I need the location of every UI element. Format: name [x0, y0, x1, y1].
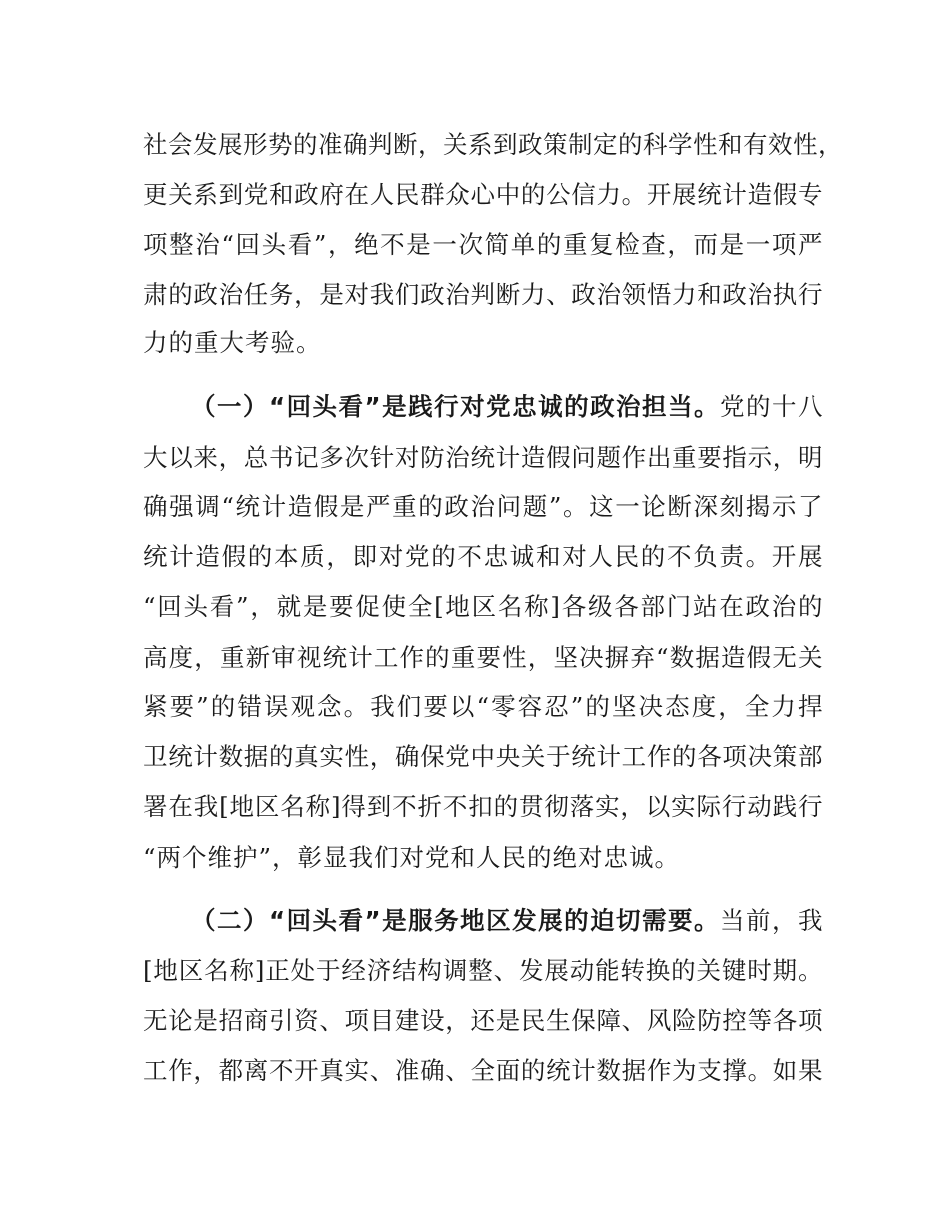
paragraph-line: 社会发展形势的准确判断，关系到政策制定的科学性和有效性，	[143, 130, 843, 159]
section-two-first-line-rest: 当前，我	[720, 906, 824, 935]
paragraph-line: 确强调“统计造假是严重的政治问题”。这一论断深刻揭示了	[143, 492, 823, 521]
paragraph-line: 高度，重新审视统计工作的重要性，坚决摒弃“数据造假无关	[143, 643, 823, 672]
section-one-first-line	[191, 381, 823, 433]
paragraph-line: 大以来，总书记多次针对防治统计造假问题作出重要指示，明	[143, 443, 823, 472]
paragraph-line: 力的重大考验。	[143, 328, 322, 357]
section-two-first-line	[191, 895, 823, 947]
section-two-heading: （二）“回头看”是服务地区发展的迫切需要。	[191, 906, 721, 935]
paragraph-line: 卫统计数据的真实性，确保党中央关于统计工作的各项决策部	[143, 742, 823, 771]
paragraph-line: 无论是招商引资、项目建设，还是民生保障、风险防控等各项	[143, 1006, 823, 1035]
paragraph-line: 肃的政治任务，是对我们政治判断力、政治领悟力和政治执行	[143, 280, 823, 309]
section-one-heading: （一）“回头看”是践行对党忠诚的政治担当。	[191, 392, 721, 421]
paragraph-line: 更关系到党和政府在人民群众心中的公信力。开展统计造假专	[143, 180, 823, 209]
paragraph-line: 统计造假的本质，即对党的不忠诚和对人民的不负责。开展	[143, 542, 823, 571]
paragraph-line: “两个维护”，彰显我们对党和人民的绝对忠诚。	[143, 843, 681, 872]
section-one-first-line-rest: 党的十八	[720, 392, 824, 421]
paragraph-line: “回头看”，就是要促使全[地区名称]各级各部门站在政治的	[143, 592, 823, 621]
paragraph-line: 项整治“回头看”，绝不是一次简单的重复检查，而是一项严	[143, 230, 823, 259]
paragraph-line: [地区名称]正处于经济结构调整、发展动能转换的关键时期。	[143, 956, 823, 985]
paragraph-line: 署在我[地区名称]得到不折不扣的贯彻落实，以实际行动践行	[143, 792, 823, 821]
paragraph-line: 工作，都离不开真实、准确、全面的统计数据作为支撑。如果	[143, 1056, 823, 1085]
paragraph-line: 紧要”的错误观念。我们要以“零容忍”的坚决态度，全力捍	[143, 692, 823, 721]
